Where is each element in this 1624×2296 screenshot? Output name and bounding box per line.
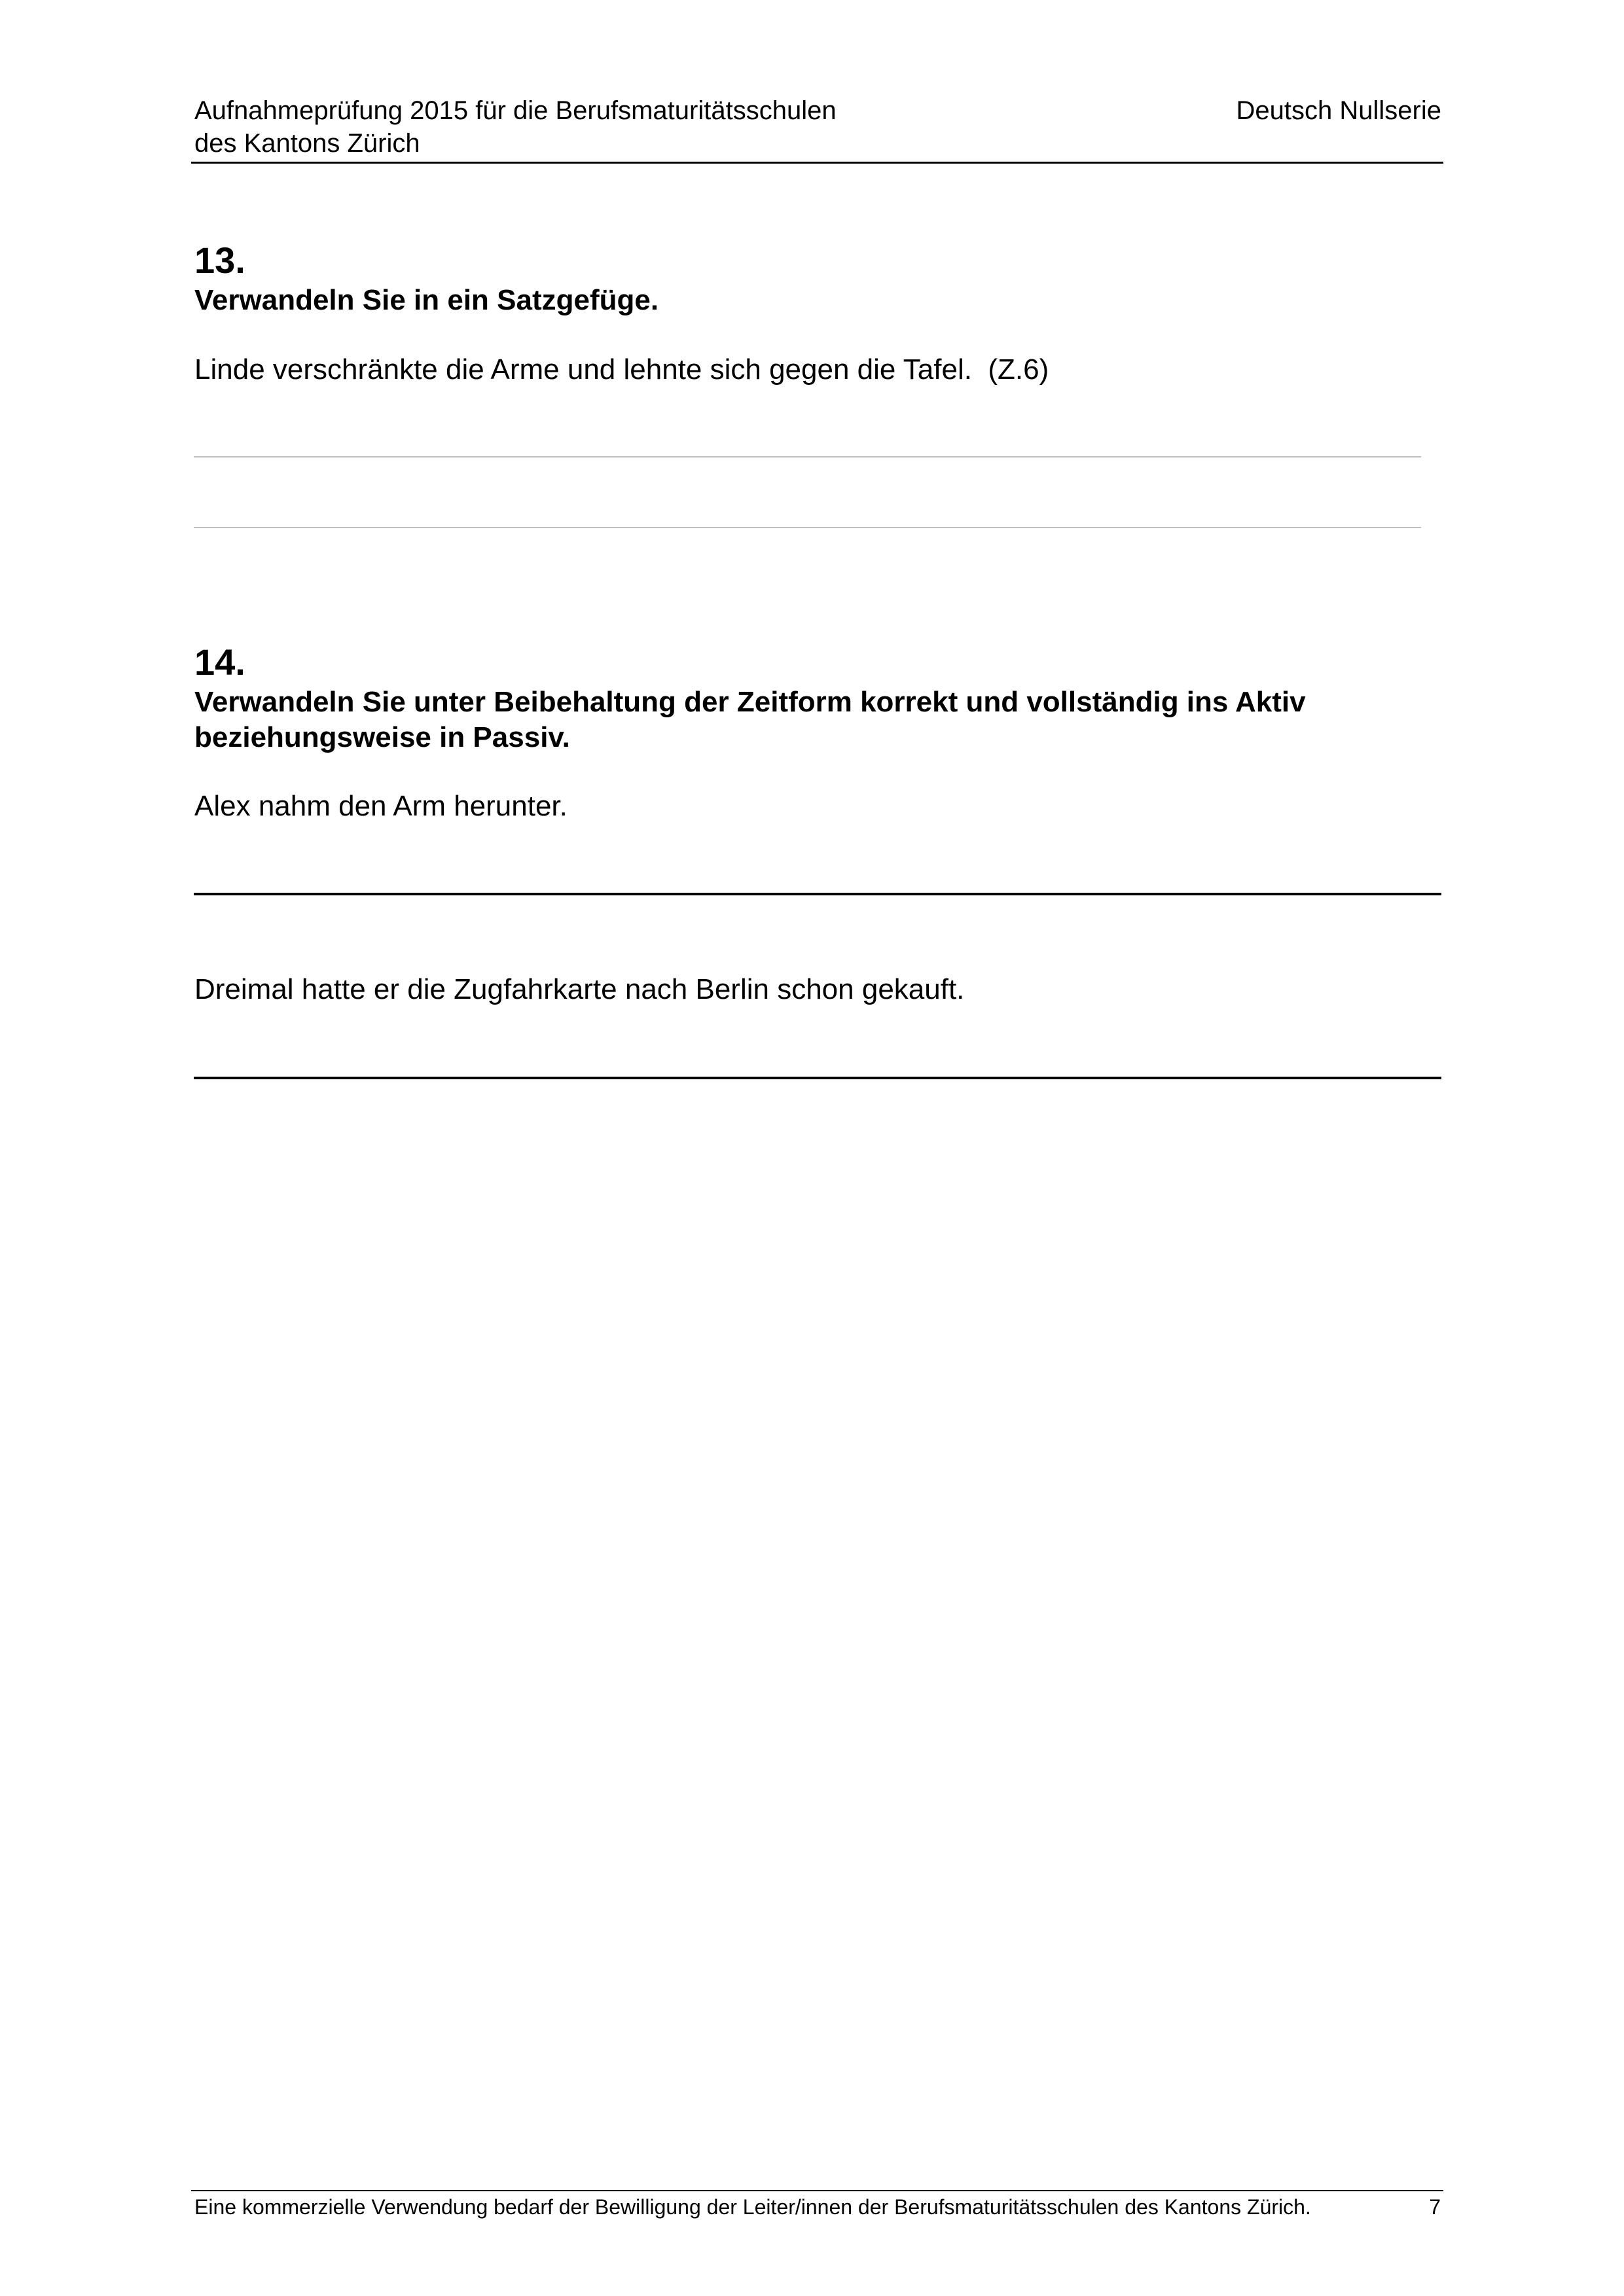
footer-divider — [191, 2190, 1443, 2191]
header-subject: Deutsch Nullserie — [1236, 96, 1441, 125]
task-14-number: 14. — [194, 641, 245, 683]
task-13-sentence: Linde verschränkte die Arme und lehnte sich gegen die Tafel. (Z.6) — [194, 353, 1049, 386]
task-14-instruction: Verwandeln Sie unter Beibehaltung der Zeitform korrekt und vollständig ins Aktiv beziehungsweise in Passiv. — [194, 686, 1306, 753]
task-14-answer-line-1[interactable] — [194, 893, 1441, 895]
task-13-instruction: Verwandeln Sie in ein Satzgefüge. — [194, 284, 659, 316]
header-divider — [191, 162, 1443, 164]
task-14-answer-line-2[interactable] — [194, 1077, 1441, 1079]
task-13-answer-line-2[interactable] — [194, 527, 1421, 528]
header-title-line2: des Kantons Zürich — [194, 129, 420, 158]
task-13-number: 13. — [194, 240, 245, 281]
header-title — [194, 94, 837, 160]
header-title-line1: Aufnahmeprüfung 2015 für die Berufsmaturitätsschulen — [194, 96, 837, 125]
footer-notice: Eine kommerzielle Verwendung bedarf der Bewilligung der Leiter/innen der Berufsmaturitätsschulen des Kantons Zürich. — [194, 2195, 1311, 2219]
page-number: 7 — [1429, 2195, 1441, 2219]
task-13-answer-line-1[interactable] — [194, 456, 1421, 457]
task-14-sentence-1: Alex nahm den Arm herunter. — [194, 790, 568, 822]
task-14-sentence-2: Dreimal hatte er die Zugfahrkarte nach Berlin schon gekauft. — [194, 973, 965, 1005]
